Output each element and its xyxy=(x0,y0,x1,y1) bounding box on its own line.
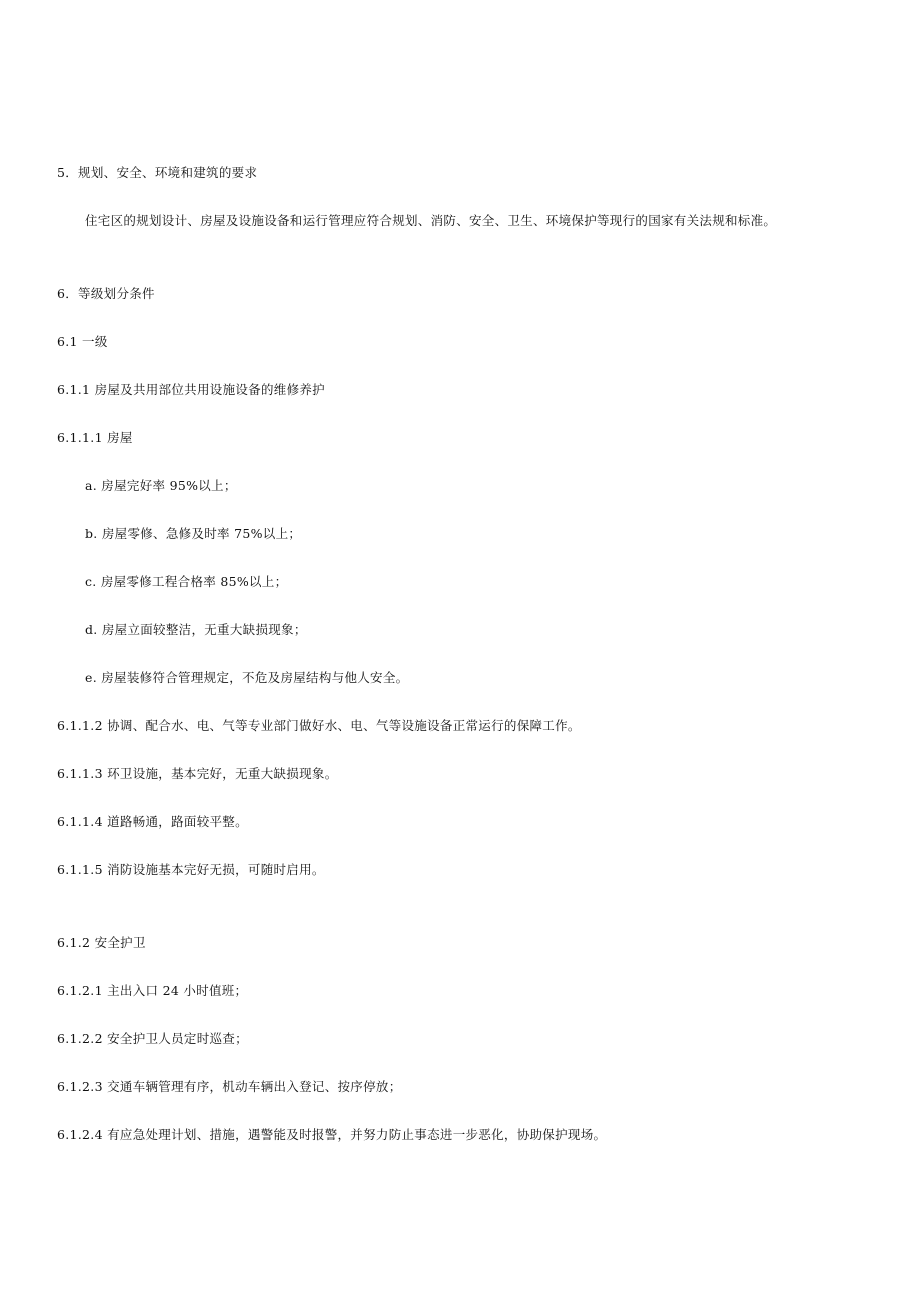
clause-6-1-1-1: 6.1.1.1 房屋 xyxy=(57,430,133,445)
clause-6-1-2-2: 6.1.2.2 安全护卫人员定时巡查； xyxy=(57,1031,248,1046)
section-heading-6: 6．等级划分条件 xyxy=(57,286,155,301)
section-heading-5: 5．规划、安全、环境和建筑的要求 xyxy=(57,165,258,180)
subsection-heading-6-1-2: 6.1.2 安全护卫 xyxy=(57,935,146,950)
paragraph-planning-requirements: 住宅区的规划设计、房屋及设施设备和运行管理应符合规划、消防、安全、卫生、环境保护等现行的国家有关法规和标准。 xyxy=(85,213,777,228)
clause-6-1-2-4: 6.1.2.4 有应急处理计划、措施，遇警能及时报警，并努力防止事态进一步恶化，协助保护现场。 xyxy=(57,1127,607,1142)
clause-6-1-1-5: 6.1.1.5 消防设施基本完好无损，可随时启用。 xyxy=(57,862,325,877)
clause-6-1-1-3: 6.1.1.3 环卫设施，基本完好，无重大缺损现象。 xyxy=(57,766,338,781)
list-item-c: c. 房屋零修工程合格率 85%以上； xyxy=(85,574,288,589)
list-item-b: b. 房屋零修、急修及时率 75%以上； xyxy=(85,526,302,541)
clause-6-1-2-1: 6.1.2.1 主出入口 24 小时值班； xyxy=(57,983,248,998)
subsection-heading-6-1-1: 6.1.1 房屋及共用部位共用设施设备的维修养护 xyxy=(57,382,325,397)
list-item-a: a. 房屋完好率 95%以上； xyxy=(85,478,237,493)
clause-6-1-1-4: 6.1.1.4 道路畅通，路面较平整。 xyxy=(57,814,248,829)
clause-6-1-2-3: 6.1.2.3 交通车辆管理有序，机动车辆出入登记、按序停放； xyxy=(57,1079,402,1094)
list-item-d: d. 房屋立面较整洁，无重大缺损现象； xyxy=(85,622,307,637)
list-item-e: e. 房屋装修符合管理规定，不危及房屋结构与他人安全。 xyxy=(85,670,409,685)
clause-6-1-1-2: 6.1.1.2 协调、配合水、电、气等专业部门做好水、电、气等设施设备正常运行的保障工作。 xyxy=(57,718,581,733)
subsection-heading-6-1: 6.1 一级 xyxy=(57,334,108,349)
